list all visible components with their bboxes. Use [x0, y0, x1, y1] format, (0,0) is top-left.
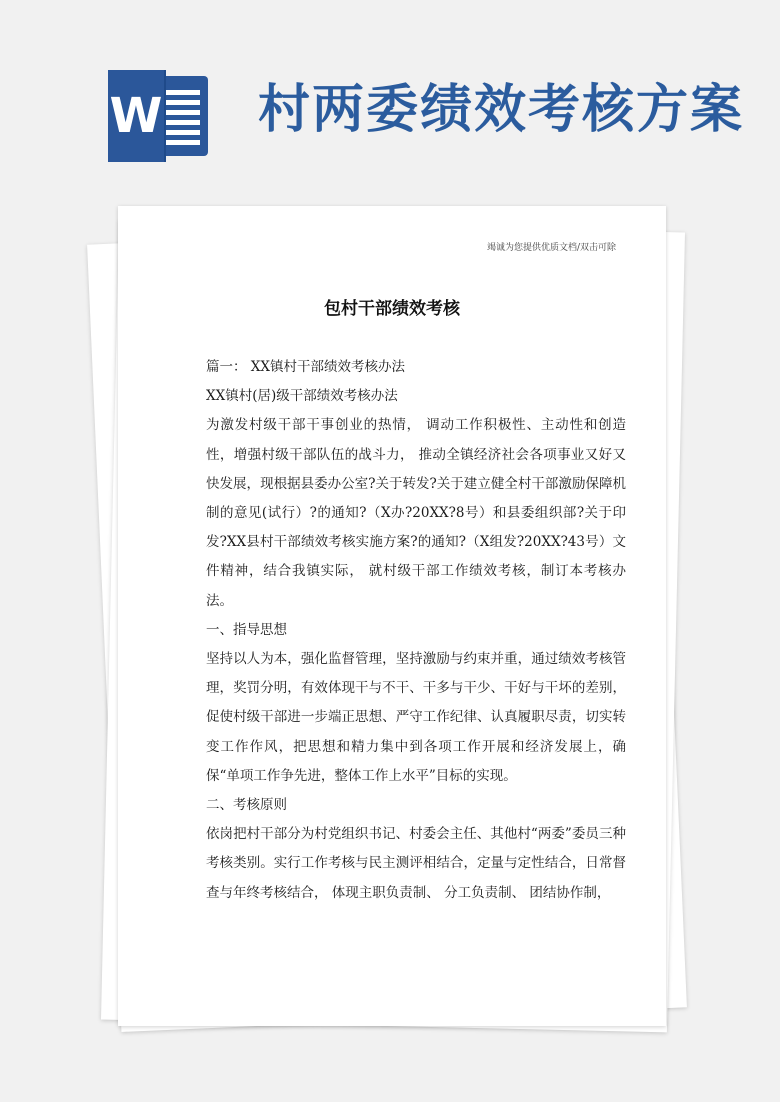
word-document-icon	[108, 70, 208, 162]
header-note: 竭诚为您提供优质文档/双击可除	[486, 243, 616, 253]
paragraph: 为激发村级干部干事创业的热情， 调动工作积极性、主动性和创造性，增强村级干部队伍的战斗力， 推动全镇经济社会各项事业又好又快发展，现根据县委办公室?关于转发?关于建立健全村干部激励保障机制的意见(试行）?的通知?（X办?20XX?8号）和县委组织部?关于印发?XX县村干部绩效考核实施方案?的通知?（X组发?20XX?43号）文件精神，结合我镇实际， 就村级干部工作绩效考核，制订本考核办法。	[206, 417, 626, 609]
banner-title: 村两委绩效考核方案	[258, 80, 745, 140]
banner	[0, 0, 780, 190]
section-heading: 二、考核原则	[206, 797, 287, 814]
word-icon-lines	[158, 90, 200, 150]
section-heading: 一、指导思想	[206, 621, 287, 638]
sub-heading: XX镇村(居)级干部绩效考核办法	[206, 388, 398, 405]
document-page	[118, 206, 666, 1026]
paragraph: 坚持以人为本，强化监督管理，坚持激励与约束并重，通过绩效考核管理，奖罚分明，有效体现干与不干、干多与干少、干好与干坏的差别，促使村级干部进一步端正思想、严守工作纪律、认真履职尽责，切实转变工作作风，把思想和精力集中到各项工作开展和经济发展上，确保“单项工作争先进，整体工作上水平”目标的实现。	[206, 651, 626, 784]
document-body	[206, 353, 626, 908]
document-title: 包村干部绩效考核	[324, 299, 460, 319]
word-icon-badge: W	[108, 70, 164, 162]
paragraph: 依岗把村干部分为村党组织书记、村委会主任、其他村“两委”委员三种考核类别。实行工作考核与民主测评相结合，定量与定性结合，日常督查与年终考核结合， 体现主职负责制、 分工负责制、 团结协作制，	[206, 826, 626, 901]
section-heading: 篇一： XX镇村干部绩效考核办法	[206, 359, 406, 375]
